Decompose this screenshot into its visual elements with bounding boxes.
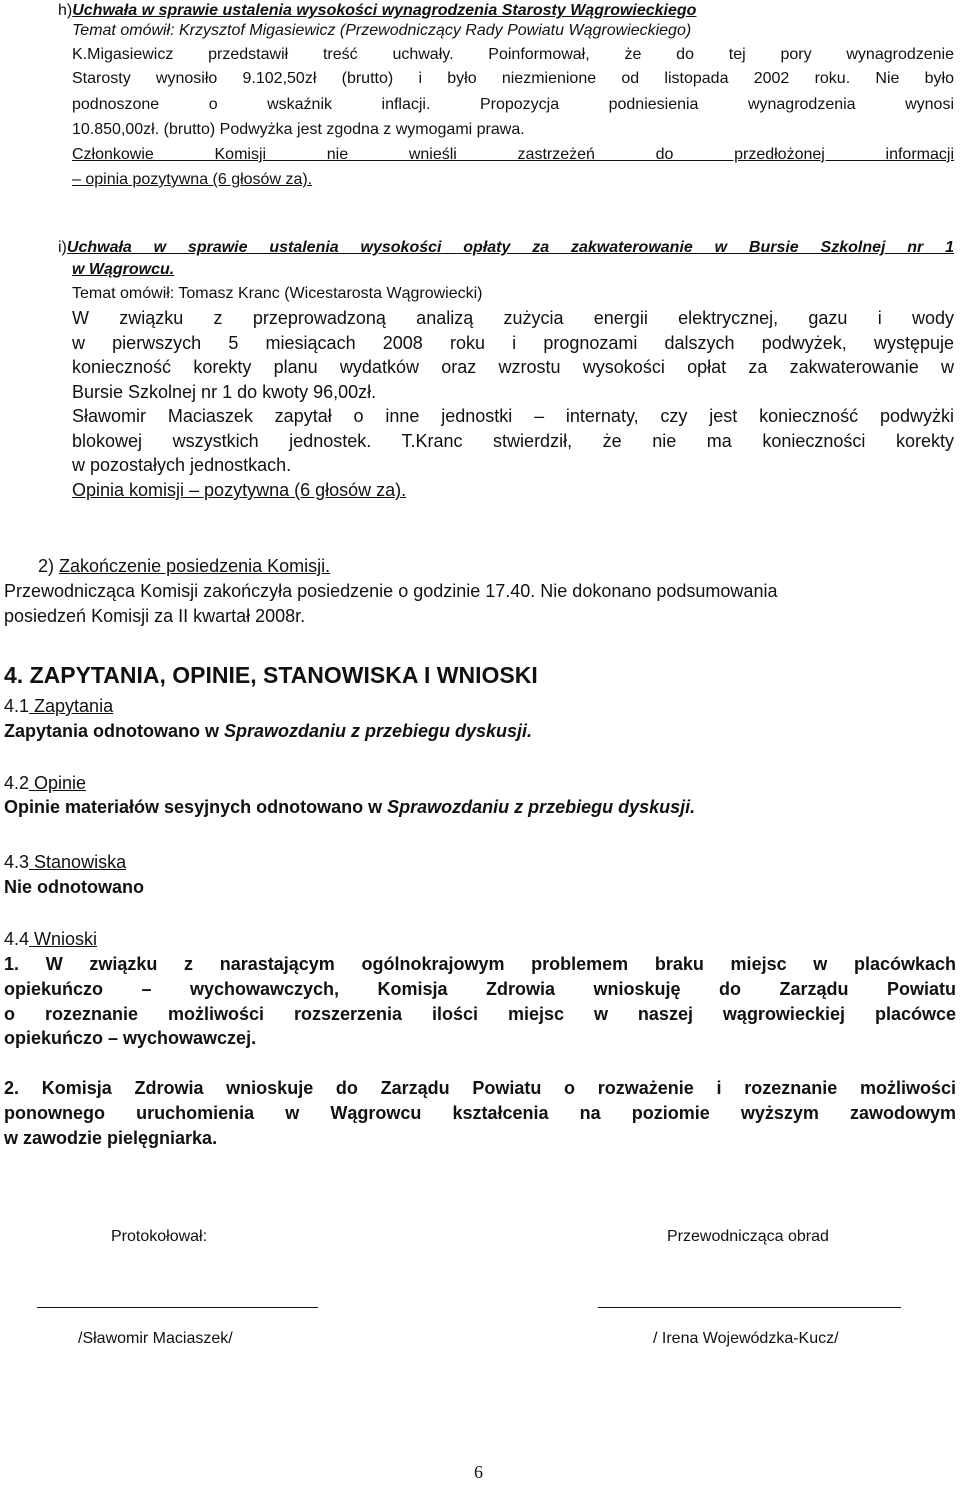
- section-i-heading: i)Uchwała w sprawie ustalenia wysokości opłaty za zakwaterowanie w Bursie Szkolnej nr 1: [58, 239, 954, 256]
- section-h-line-2: Starosty wynosiło 9.102,50zł (brutto) i było niezmienione od listopada 2002 roku. Nie było: [72, 70, 954, 87]
- section-i-line-3: konieczność korekty planu wydatków oraz wzrostu wysokości opłat za zakwaterowanie w: [72, 357, 954, 377]
- proposal-1-line-3: o rozeznanie możliwości rozszerzenia ilości miejsc w naszej wągrowieckiej placówce: [4, 1004, 956, 1024]
- closing-line-2: posiedzeń Komisji za II kwartał 2008r.: [4, 606, 306, 626]
- subsection-4-2: 4.2 Opinie: [4, 773, 87, 793]
- section-i-title-2: w Wągrowcu.: [72, 261, 175, 278]
- section-4-heading: 4. ZAPYTANIA, OPINIE, STANOWISKA I WNIOSKI: [4, 662, 538, 688]
- section-i-line-7: w pozostałych jednostkach.: [72, 455, 292, 475]
- proposal-2-line-1: 2. Komisja Zdrowia wnioskuje do Zarządu Powiatu o rozważenie i rozeznanie możliwości: [4, 1078, 956, 1098]
- signature-right-line: [598, 1307, 901, 1308]
- signature-left-line: [37, 1307, 318, 1308]
- section-h-opinion-2: – opinia pozytywna (6 głosów za).: [72, 171, 313, 188]
- section-h-line-4: 10.850,00zł. (brutto) Podwyżka jest zgodna z wymogami prawa.: [72, 121, 525, 138]
- section-h-title: Uchwała w sprawie ustalenia wysokości wynagrodzenia Starosty Wągrowieckiego: [72, 2, 697, 19]
- section-h-line-3: podnoszone o wskaźnik inflacji. Propozycja podniesienia wynagrodzenia wynosi: [72, 96, 954, 113]
- subsection-4-1: 4.1 Zapytania: [4, 696, 114, 716]
- subsection-4-4: 4.4 Wnioski: [4, 929, 98, 949]
- section-i-opinion: Opinia komisji – pozytywna (6 głosów za).: [72, 480, 407, 500]
- subsection-4-3: 4.3 Stanowiska: [4, 852, 127, 872]
- section-i-line-4: Bursie Szkolnej nr 1 do kwoty 96,00zł.: [72, 382, 377, 402]
- proposal-1-line-2: opiekuńczo – wychowawczych, Komisja Zdrowia wnioskuję do Zarządu Powiatu: [4, 979, 956, 999]
- signature-right-name: / Irena Wojewódzka-Kucz/: [653, 1330, 839, 1347]
- section-i-speaker: Temat omówił: Tomasz Kranc (Wicestarosta Wągrowiecki): [72, 285, 483, 302]
- proposal-2-line-2: ponownego uruchomienia w Wągrowcu kształcenia na poziomie wyższym zawodowym: [4, 1103, 956, 1123]
- signature-right-role: Przewodnicząca obrad: [667, 1228, 829, 1245]
- subsection-4-1-text: Zapytania odnotowano w Sprawozdaniu z przebiegu dyskusji.: [4, 721, 533, 741]
- closing-heading: 2) Zakończenie posiedzenia Komisji.: [38, 556, 331, 576]
- closing-line-1: Przewodnicząca Komisji zakończyła posiedzenie o godzinie 17.40. Nie dokonano podsumowania: [4, 581, 778, 601]
- page-number: 6: [474, 1462, 483, 1482]
- section-i-line-1: W związku z przeprowadzoną analizą zużycia energii elektrycznej, gazu i wody: [72, 308, 954, 328]
- closing-title: Zakończenie posiedzenia Komisji.: [59, 556, 331, 576]
- section-i-line-5: Sławomir Maciaszek zapytał o inne jednostki – internaty, czy jest konieczność podwyżki: [72, 406, 954, 426]
- proposal-1-line-1: 1. W związku z narastającym ogólnokrajowym problemem braku miejsc w placówkach: [4, 954, 956, 974]
- subsection-4-2-text: Opinie materiałów sesyjnych odnotowano w Sprawozdaniu z przebiegu dyskusji.: [4, 797, 696, 817]
- section-i-line-6: blokowej wszystkich jednostek. T.Kranc stwierdził, że nie ma konieczności korekty: [72, 431, 954, 451]
- section-h-opinion-1: Członkowie Komisji nie wnieśli zastrzeżeń do przedłożonej informacji: [72, 146, 954, 163]
- section-h-line-1: K.Migasiewicz przedstawił treść uchwały. Poinformował, że do tej pory wynagrodzenie: [72, 46, 954, 63]
- proposal-2-line-3: w zawodzie pielęgniarka.: [4, 1128, 218, 1148]
- section-i-line-2: w pierwszych 5 miesiącach 2008 roku i prognozami dalszych podwyżek, występuje: [72, 333, 954, 353]
- proposal-1-line-4: opiekuńczo – wychowawczej.: [4, 1028, 257, 1048]
- section-h-heading: h)Uchwała w sprawie ustalenia wysokości wynagrodzenia Starosty Wągrowieckiego: [58, 2, 697, 19]
- section-i-title-1: Uchwała w sprawie ustalenia wysokości opłaty za zakwaterowanie w Bursie Szkolnej nr 1: [66, 239, 954, 256]
- signature-left-name: /Sławomir Maciaszek/: [78, 1330, 233, 1347]
- subsection-4-3-text: Nie odnotowano: [4, 877, 144, 897]
- signature-left-role: Protokołował:: [111, 1228, 208, 1245]
- section-h-speaker: Temat omówił: Krzysztof Migasiewicz (Przewodniczący Rady Powiatu Wągrowieckiego): [72, 22, 692, 39]
